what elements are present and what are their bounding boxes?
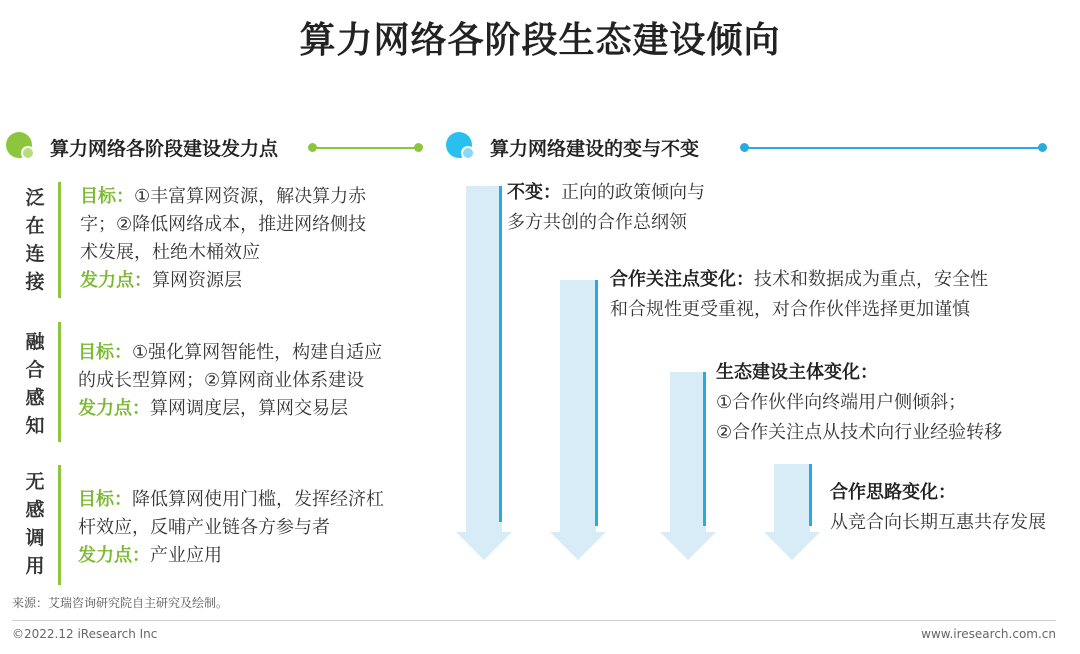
- left-section-header: [6, 132, 278, 162]
- change-item-3: 生态建设主体变化： ①合作伙伴向终端用户侧倾斜； ②合作关注点从技术向行业经验转移: [716, 362, 1003, 443]
- line-dot: [1038, 143, 1047, 152]
- down-arrow-icon: [764, 464, 820, 560]
- stage-text-1: 目标：①丰富算网资源，解决算力赤 字；②降低网络成本，推进网络侧技 术发展，杜绝木桶效应 发力点：算网资源层: [80, 186, 367, 291]
- stage-bar-1: [58, 182, 61, 298]
- source-note: 来源：艾瑞咨询研究院自主研究及绘制。: [12, 596, 229, 610]
- down-arrow-icon: [550, 280, 606, 560]
- down-arrow-icon: [660, 372, 716, 560]
- line-dot: [414, 143, 423, 152]
- stage-label-2: 融 合 感 知: [25, 331, 45, 437]
- circle-icon-blue: [446, 132, 476, 162]
- footer-divider: [12, 620, 1056, 621]
- right-section-title: 算力网络建设的变与不变: [490, 137, 700, 160]
- stage-label-3: 无 感 调 用: [25, 471, 45, 577]
- stage-label-1: 泛 在 连 接: [25, 187, 45, 293]
- copyright: ©2022.12 iResearch Inc: [12, 627, 158, 641]
- right-section-header: [446, 132, 699, 162]
- stage-text-3: 目标：降低算网使用门槛，发挥经济杠 杆效应，反哺产业链各方参与者 发力点：产业应用: [78, 489, 384, 566]
- stage-bar-2: [58, 322, 61, 442]
- circle-icon-green: [6, 132, 36, 162]
- right-section-line: [746, 147, 1042, 149]
- stage-text-2: 目标：①强化算网智能性，构建自适应 的成长型算网；②算网商业体系建设 发力点：算网调度层，算网交易层: [78, 342, 383, 419]
- change-item-1: 不变：正向的政策倾向与 多方共创的合作总纲领: [507, 182, 705, 233]
- change-item-2: 合作关注点变化：技术和数据成为重点，安全性 和合规性更受重视，对合作伙伴选择更加谨慎: [610, 269, 988, 320]
- website-link[interactable]: www.iresearch.com.cn: [921, 627, 1056, 641]
- left-section-line: [312, 147, 418, 149]
- line-dot: [308, 143, 317, 152]
- change-item-4: 合作思路变化： 从竞合向长期互惠共存发展: [830, 482, 1046, 533]
- page-title: 算力网络各阶段生态建设倾向: [299, 20, 781, 61]
- left-section-title: 算力网络各阶段建设发力点: [50, 137, 279, 160]
- line-dot: [740, 143, 749, 152]
- stage-bar-3: [58, 465, 61, 585]
- down-arrow-icon: [456, 186, 512, 560]
